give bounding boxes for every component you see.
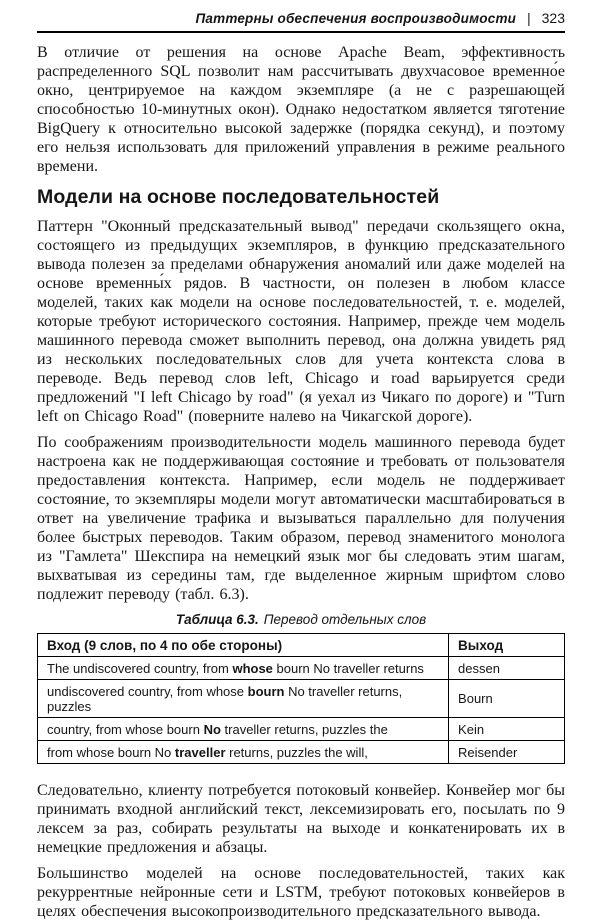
table-caption-number: Таблица 6.3. <box>175 612 259 627</box>
table-row <box>38 680 565 718</box>
column-header-input: Вход (9 слов, по 4 по обе стороны) <box>38 634 449 657</box>
paragraph-stateless-translation: По соображениям производительности модель машинного перевода будет настроена как не поддерживающая состояние и требовать от пользователя предоставления контекста. Например, если модель не поддерживает состояние, то экземпляры модели могут автоматически масштабироваться в ответ на увеличение трафика и вызываться параллельно для получения более быстрых переводов. Таким образом, перевод знаменитого монолога из "Гамлета" Шекспира на немецкий язык мог бы следовать этим шагам, выхватывая из середины там, где выделенное жирным шрифтом слово подлежит переводу (табл. 6.3). <box>37 434 565 603</box>
page-number: 323 <box>541 10 565 26</box>
section-heading: Модели на основе последовательностей <box>37 186 440 208</box>
table-caption <box>37 612 565 627</box>
input-cell <box>38 718 449 741</box>
input-cell <box>38 680 449 718</box>
paragraph-bigquery-limitations: В отличие от решения на основе Apache Beam, эффективность распределенного SQL позволит нам рассчитывать двухчасовое временно́е окно, центрируемое на каждом экземпляре (а не с разрешающей способностью 10-минутных окон). Однако недостатком является тяготение BigQuery к относительно высокой задержке (порядка секунд), и поэтому его нельзя использовать для приложений управления в режиме реального времени. <box>37 44 565 175</box>
running-head-title: Паттерны обеспечения воспроизводимости <box>195 11 517 26</box>
input-text-post: traveller returns, puzzles the <box>220 721 388 737</box>
input-highlighted-word: bourn <box>247 683 285 699</box>
output-cell: Kein <box>449 718 565 741</box>
input-text-post: No traveller returns, puzzles <box>47 683 403 714</box>
output-cell: dessen <box>449 657 565 680</box>
input-text-pre: The undiscovered country, from <box>47 660 233 676</box>
table-caption-title: Перевод отдельных слов <box>263 612 427 627</box>
output-cell: Bourn <box>449 680 565 718</box>
column-header-output: Выход <box>449 634 565 657</box>
table-row <box>38 718 565 741</box>
table-header-row <box>38 634 565 657</box>
table-row <box>38 741 565 764</box>
input-text-post: returns, puzzles the will, <box>225 744 368 760</box>
running-head-separator: | <box>527 11 531 26</box>
input-highlighted-word: traveller <box>174 744 226 760</box>
input-text-post: bourn No traveller returns <box>272 660 424 676</box>
paragraph-windowed-inference: Паттерн "Оконный предсказательный вывод" передачи скользящего окна, состоящего из предыдущих экземпляров, в функцию предсказательного вывода полезен за пределами обнаружения аномалий или даже моделей на основе временны́х рядов. В частности, он полезен в любом классе моделей, таких как модели на основе последовательностей, т. е. моделей, которые требуют исторического состояния. Например, прежде чем модель машинного перевода сможет выполнить перевод, она должна увидеть ряд из нескольких последовательных слов для учета контекста слова в переводе. Ведь перевод слов left, Chicago и road варьируется среди предложений "I left Chicago by road" (я уехал из Чикаго по дороге) и "Turn left on Chicago Road" (поверните налево на Чикагской дороге). <box>37 218 565 425</box>
paragraph-streaming-pipeline: Следовательно, клиенту потребуется потоковый конвейер. Конвейер мог бы принимать входной английский текст, лексемизировать его, посылать по 9 лексем за раз, собирать результаты на выходе и конкатенировать их в немецкие предложения и абзацы. <box>37 782 565 856</box>
input-text-pre: undiscovered country, from whose <box>47 683 248 699</box>
input-highlighted-word: whose <box>232 660 273 676</box>
running-head <box>37 10 565 33</box>
input-text-pre: country, from whose bourn <box>47 721 204 737</box>
input-highlighted-word: No <box>203 721 221 737</box>
paragraph-sequence-models-lstm: Большинство моделей на основе последовательностей, таких как рекуррентные нейронные сети и LSTM, требуют потоковых конвейеров в целях обеспечения высокопроизводительного предсказательного вывода. <box>37 865 565 920</box>
input-text-pre: from whose bourn No <box>47 744 175 760</box>
word-translation-table <box>37 633 565 764</box>
input-cell <box>38 741 449 764</box>
input-cell <box>38 657 449 680</box>
table-row <box>38 657 565 680</box>
output-cell: Reisender <box>449 741 565 764</box>
